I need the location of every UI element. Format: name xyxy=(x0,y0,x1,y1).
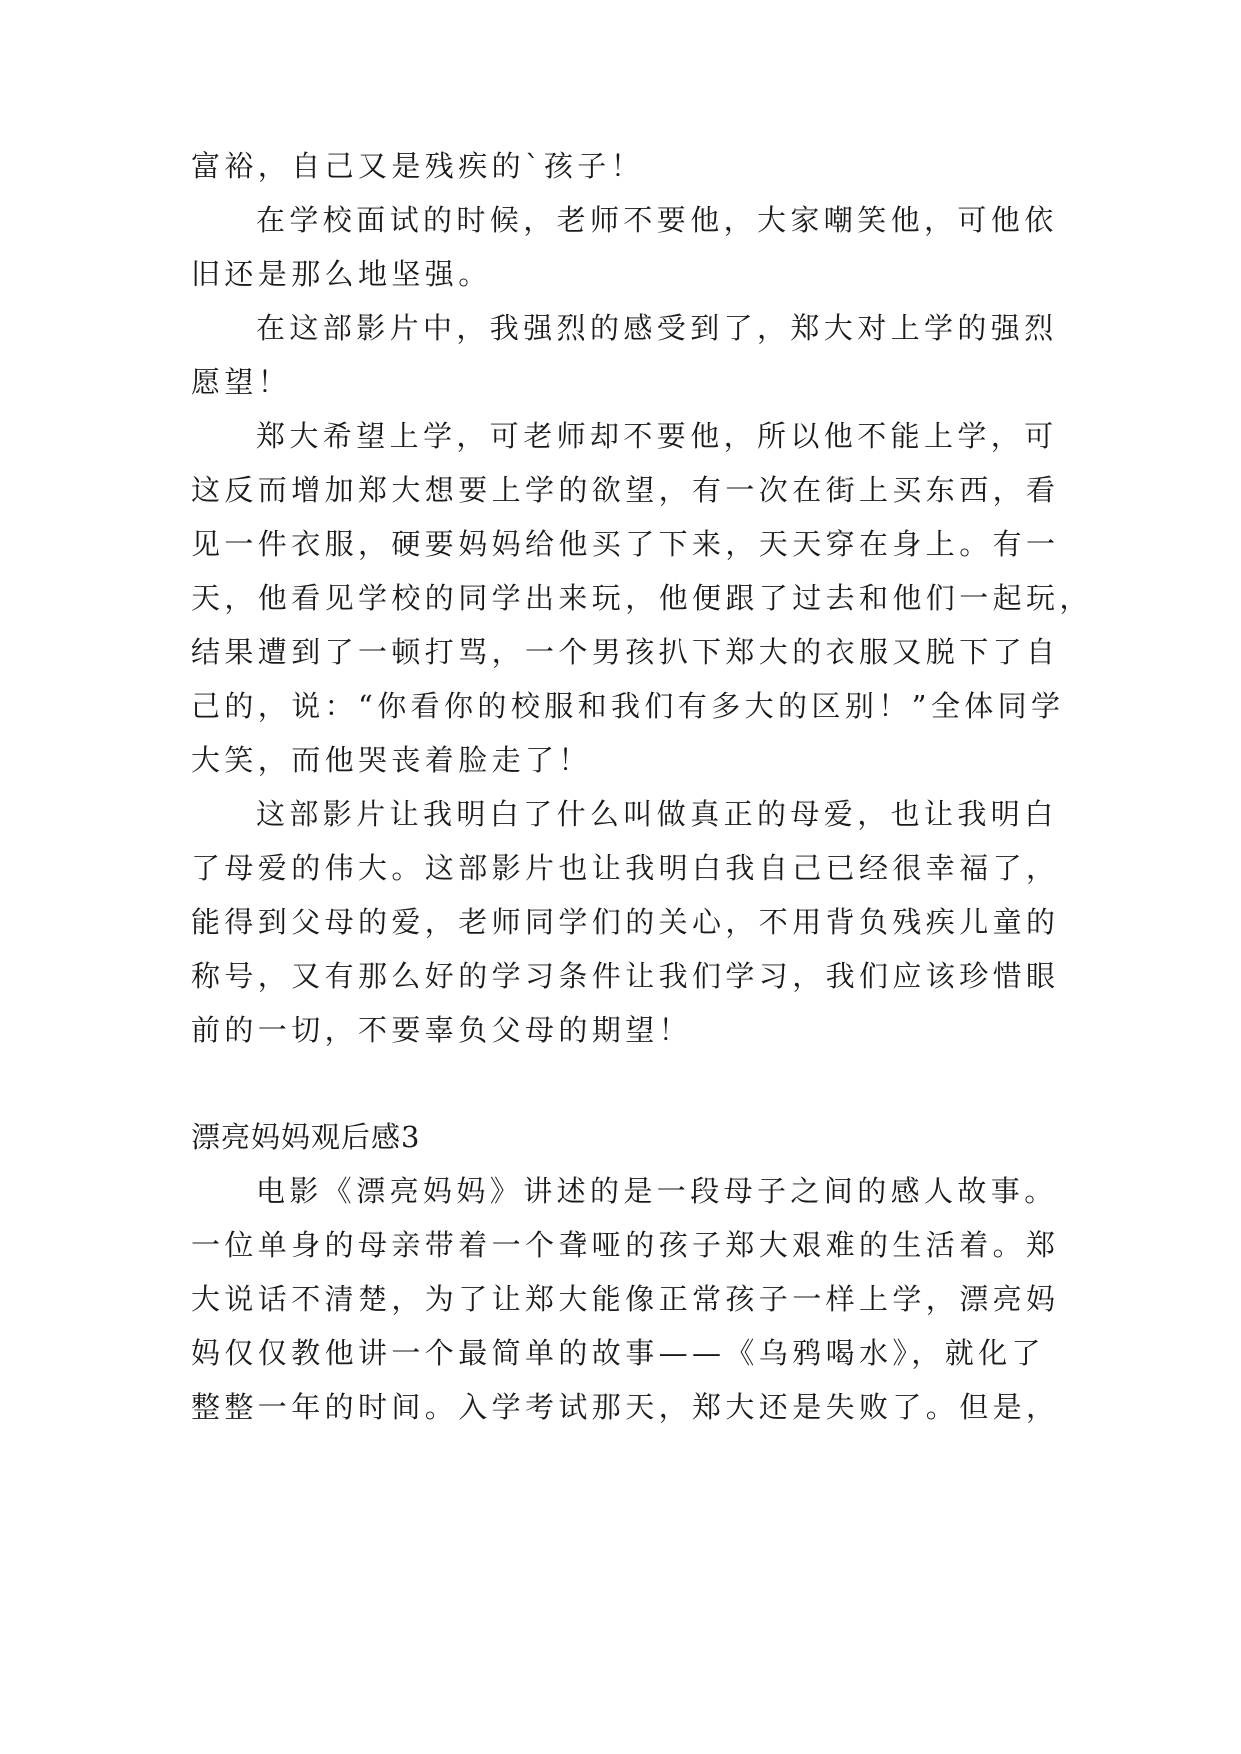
text-line: 前的一切，不要辜负父母的期望！ xyxy=(191,1013,693,1047)
text-line: 天，他看见学校的同学出来玩，他便跟了过去和他们一起玩， xyxy=(191,581,1093,615)
paragraph-start: 这部影片让我明白了什么叫做真正的母爱，也让我明白 xyxy=(256,797,1058,831)
paragraph-start: 在这部影片中，我强烈的感受到了，郑大对上学的强烈 xyxy=(256,311,1058,345)
text-line: 愿望！ xyxy=(191,365,292,399)
text-line: 妈仅仅教他讲一个最简单的故事——《乌鸦喝水》，就化了 xyxy=(191,1336,1045,1370)
text-line: 见一件衣服，硬要妈妈给他买了下来，天天穿在身上。有一 xyxy=(191,527,1060,561)
text-line: 称号，又有那么好的学习条件让我们学习，我们应该珍惜眼 xyxy=(191,959,1060,993)
paragraph-start: 郑大希望上学，可老师却不要他，所以他不能上学，可 xyxy=(256,419,1058,453)
text-line: 能得到父母的爱，老师同学们的关心，不用背负残疾儿童的 xyxy=(191,905,1060,939)
text-line: 了母爱的伟大。这部影片也让我明白我自己已经很幸福了， xyxy=(191,851,1060,885)
text-line: 整整一年的时间。入学考试那天，郑大还是失败了。但是， xyxy=(191,1390,1060,1424)
paragraph-start: 在学校面试的时候，老师不要他，大家嘲笑他，可他依 xyxy=(256,203,1058,237)
text-line: 大笑，而他哭丧着脸走了！ xyxy=(191,743,592,777)
text-line: 旧还是那么地坚强。 xyxy=(191,257,492,291)
text-line: 这反而增加郑大想要上学的欲望，有一次在街上买东西，看 xyxy=(191,473,1060,507)
section-heading: 漂亮妈妈观后感3 xyxy=(191,1120,421,1154)
text-line: 大说话不清楚，为了让郑大能像正常孩子一样上学，漂亮妈 xyxy=(191,1282,1060,1316)
text-line: 富裕，自己又是残疾的`孩子！ xyxy=(191,149,645,183)
text-line: 己的，说：“你看你的校服和我们有多大的区别！”全体同学 xyxy=(191,689,1065,723)
text-line: 一位单身的母亲带着一个聋哑的孩子郑大艰难的生活着。郑 xyxy=(191,1228,1060,1262)
paragraph-start: 电影《漂亮妈妈》讲述的是一段母子之间的感人故事。 xyxy=(256,1174,1058,1208)
text-line: 结果遭到了一顿打骂，一个男孩扒下郑大的衣服又脱下了自 xyxy=(191,635,1060,669)
